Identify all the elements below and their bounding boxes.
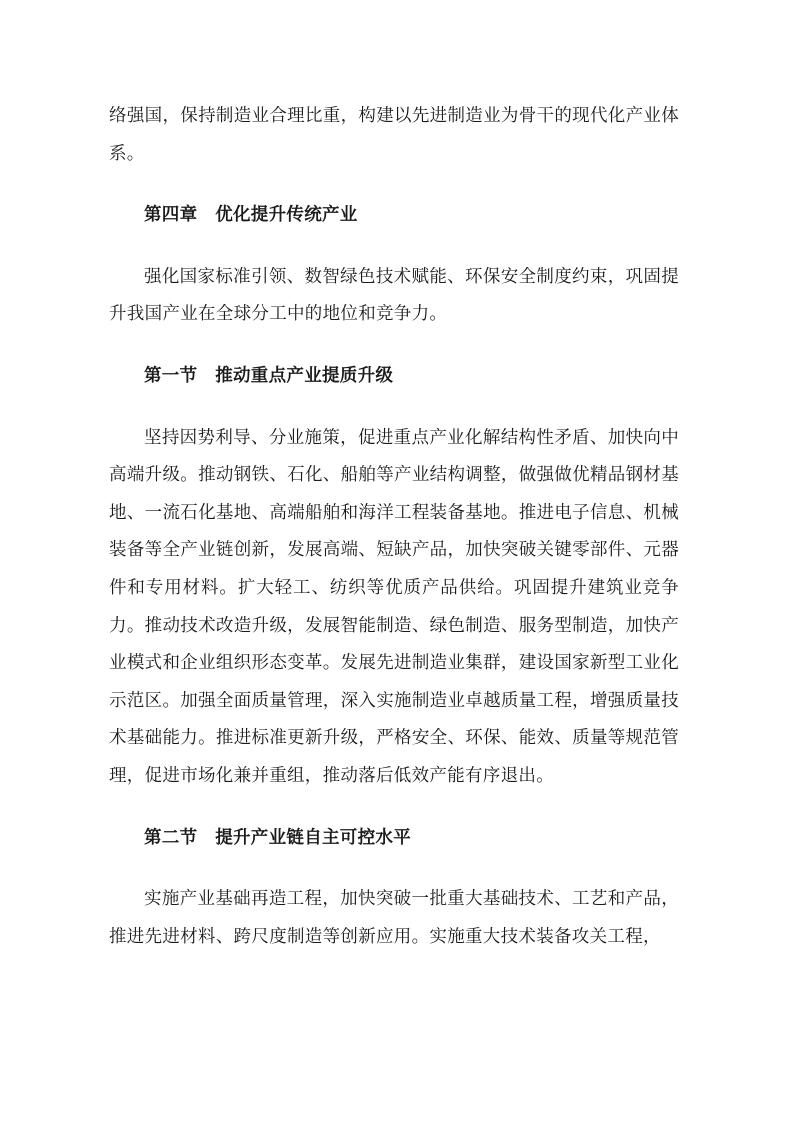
document-body — [109, 98, 679, 956]
section-heading-1: 第一节 推动重点产业提质升级 — [144, 365, 394, 386]
spacer — [109, 334, 679, 358]
spacer — [109, 857, 679, 881]
chapter-heading: 第四章 优化提升传统产业 — [144, 205, 358, 226]
spacer — [109, 796, 679, 820]
chapter-paragraph: 强化国家标准引领、数智绿色技术赋能、环保安全制度约束，巩固提升我国产业在全球分工中的地位和竞争力。 — [109, 266, 679, 325]
section2-paragraph: 实施产业基础再造工程，加快突破一批重大基础技术、工艺和产品，推进先进材料、跨尺度制造等创新应用。实施重大技术装备攻关工程， — [109, 889, 679, 947]
spacer — [109, 396, 679, 420]
spacer — [109, 173, 679, 197]
intro-paragraph: 络强国，保持制造业合理比重，构建以先进制造业为骨干的现代化产业体系。 — [109, 106, 679, 164]
section1-paragraph: 坚持因势利导、分业施策，促进重点产业化解结构性矛盾、加快向中高端升级。推动钢铁、石化、船舶等产业结构调整，做强做优精品钢材基地、一流石化基地、高端船舶和海洋工程装备基地。推进电子信息、机械装备等全产业链创新，发展高端、短缺产品，加快突破关键零部件、元器件和专用材料。扩大轻工、纺织等优质产品供给。巩固提升建筑业竞争力。推动技术改造升级，发展智能制造、绿色制造、服务型制造，加快产业模式和企业组织形态变革。发展先进制造业集群，建设国家新型工业化示范区。加强全面质量管理，深入实施制造业卓越质量工程，增强质量技术基础能力。推进标准更新升级，严格安全、环保、能效、质量等规范管理，促进市场化兼并重组，推动落后低效产能有序退出。 — [109, 427, 679, 786]
section-heading-2: 第二节 提升产业链自主可控水平 — [144, 827, 411, 848]
spacer — [109, 235, 679, 259]
